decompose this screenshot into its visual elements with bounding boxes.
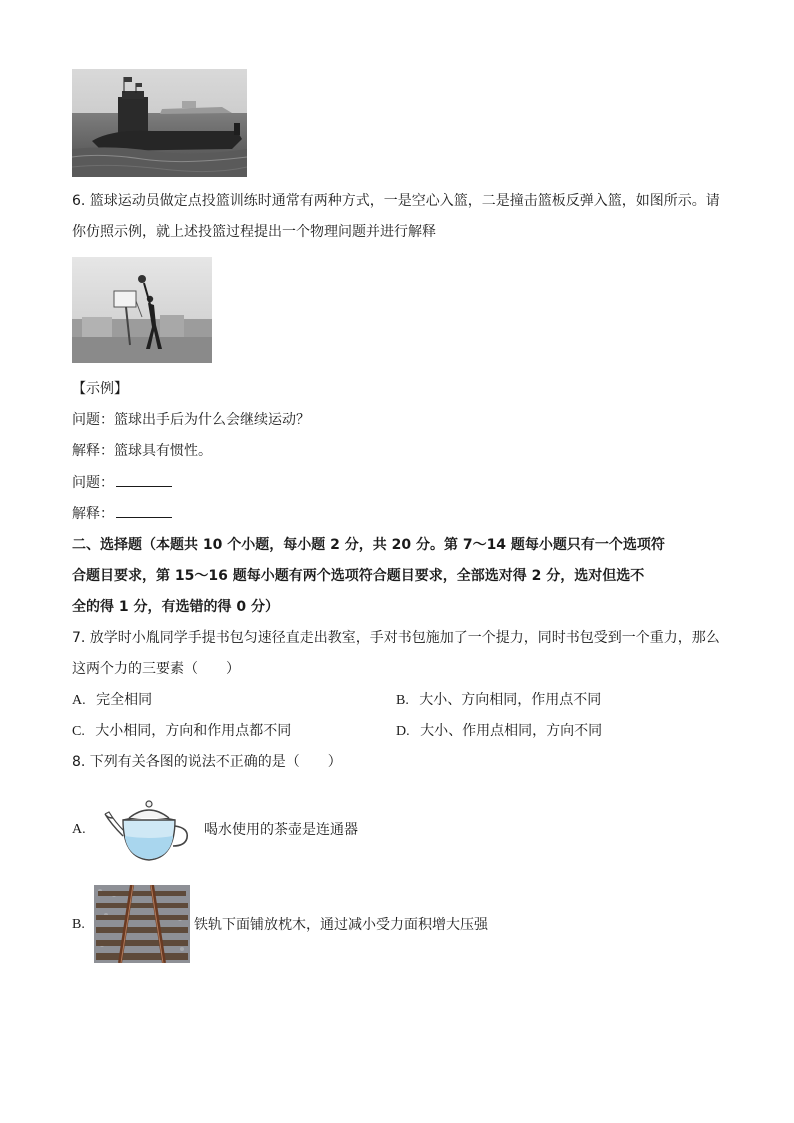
question-label: 问题： xyxy=(72,475,114,491)
railway-track-photo xyxy=(94,885,190,963)
q6-stem-line1: 6. 篮球运动员做定点投篮训练时通常有两种方式，一是空心入篮，二是撞击篮板反弹入篮，如图所示。请 xyxy=(72,193,720,209)
example-heading: 【示例】 xyxy=(72,381,128,397)
answer-prompt xyxy=(72,503,172,524)
option-letter: D. xyxy=(396,724,410,739)
option-text: 大小、作用点相同，方向不同 xyxy=(420,723,603,739)
option-letter: A. xyxy=(72,693,86,708)
section2-heading-line3: 全的得 1 分，有选错的得 0 分） xyxy=(72,599,279,615)
q6-stem-line2: 你仿照示例，就上述投篮过程提出一个物理问题并进行解释 xyxy=(72,224,436,240)
q7-option-d[interactable] xyxy=(396,721,602,742)
option-letter: C. xyxy=(72,724,85,739)
q7-option-a[interactable] xyxy=(72,690,152,711)
q7-option-b[interactable] xyxy=(396,690,601,711)
section2-heading-line2: 合题目要求，第 15～16 题每小题有两个选项符合题目要求，全部选对得 2 分，选对但选不 xyxy=(72,568,645,584)
question-prompt xyxy=(72,472,172,493)
q8-option-b-letter[interactable]: B. xyxy=(72,917,85,932)
q8-option-a-text: 喝水使用的茶壶是连通器 xyxy=(204,822,358,838)
q8-option-a-letter[interactable]: A. xyxy=(72,822,86,837)
option-text: 大小、方向相同，作用点不同 xyxy=(419,692,602,708)
explanation-answer-blank[interactable] xyxy=(116,503,172,518)
example-question: 问题：篮球出手后为什么会继续运动？ xyxy=(72,412,310,428)
question-answer-blank[interactable] xyxy=(116,472,172,487)
submarine-photo xyxy=(72,69,247,177)
answer-label: 解释： xyxy=(72,506,114,522)
option-letter: B. xyxy=(396,693,409,708)
section2-heading-line1: 二、选择题（本题共 10 个小题，每小题 2 分，共 20 分。第 7～14 题每小题只有一个选项符 xyxy=(72,537,665,553)
q8-option-b-text: 铁轨下面铺放枕木，通过减小受力面积增大压强 xyxy=(194,917,488,933)
q7-stem-line1: 7. 放学时小胤同学手提书包匀速径直走出教室，手对书包施加了一个提力，同时书包受到一个重力，那么 xyxy=(72,630,720,646)
q7-option-c[interactable] xyxy=(72,721,291,742)
option-text: 大小相同，方向和作用点都不同 xyxy=(95,723,292,739)
example-answer: 解释：篮球具有惯性。 xyxy=(72,443,212,459)
basketball-photo xyxy=(72,257,212,363)
option-text: 完全相同 xyxy=(96,692,153,708)
q8-stem: 8. 下列有关各图的说法不正确的是（ ） xyxy=(72,754,342,770)
q7-stem-line2: 这两个力的三要素（ ） xyxy=(72,661,240,677)
teapot-illustration xyxy=(103,796,191,864)
